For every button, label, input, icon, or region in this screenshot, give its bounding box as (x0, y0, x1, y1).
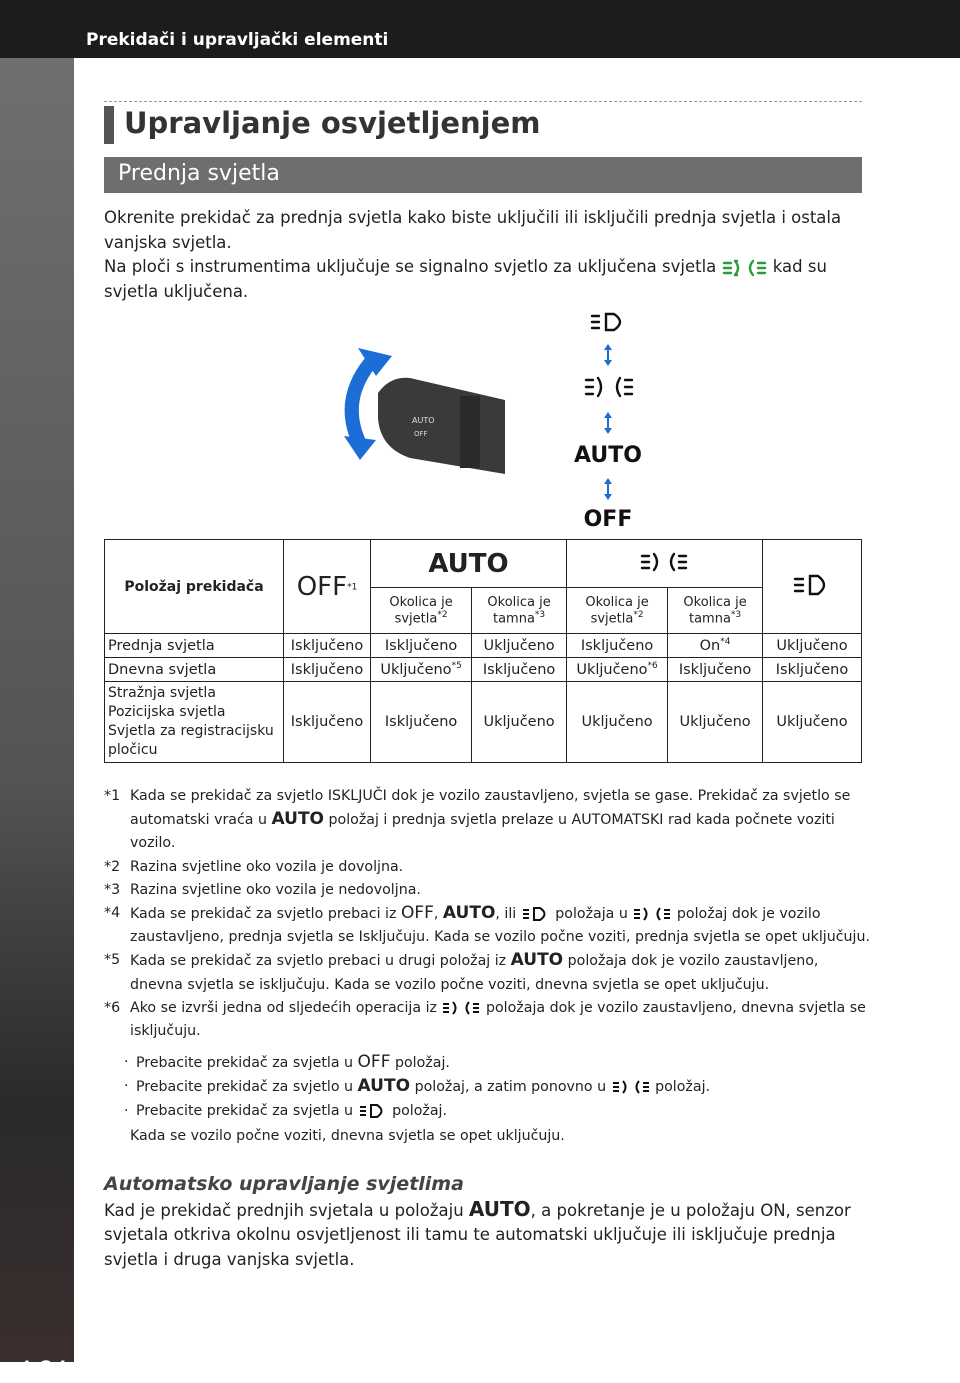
headlight-inline-icon (521, 905, 551, 923)
bullet-text: položaj, a zatim ponovno u (414, 1079, 607, 1096)
pos-dark-subheader (668, 588, 763, 634)
intro-text-2a: Na ploči s instrumentima uključuje se signalno svjetlo za uključena svjetla (104, 257, 717, 276)
closing-note: Kada se vozilo počne voziti, dnevna svjetla se opet uključuju. (130, 1127, 565, 1144)
bullet-text: položaj. (655, 1079, 711, 1096)
footnote-text: Kada se prekidač za svjetlo prebaci u drugi položaj iz (130, 953, 507, 970)
auto-dark-subheader (472, 588, 567, 634)
auto-light-text: Okolica je svjetla (389, 594, 453, 627)
auto-section (104, 1172, 864, 1272)
footnote-5 (104, 949, 874, 996)
table-cell: Isključeno (284, 658, 371, 682)
position-lights-icon (639, 550, 689, 574)
bullet-item (104, 1100, 874, 1123)
auto-dark-text: Okolica je tamna (487, 594, 551, 627)
position-lights-position-icon (586, 378, 632, 396)
position-lights-column-header (566, 540, 762, 588)
table-cell: Uključeno (566, 682, 667, 763)
auto-symbol: AUTO (428, 548, 509, 579)
heading-bar (104, 106, 114, 144)
lever-body (378, 378, 505, 474)
footnote-text: Razina svjetline oko vozila je nedovoljna. (130, 881, 421, 898)
auto-light-ref: *2 (437, 609, 448, 620)
pos-light-subheader (566, 588, 667, 634)
position-header: Položaj prekidača (105, 540, 284, 634)
cell-ref: *5 (451, 661, 462, 672)
footnote-text: položaja dok je vozilo zaustavljeno, dnevna svjetla se isključuju. (130, 999, 866, 1040)
position-lights-inline-icon (441, 999, 481, 1017)
footnote-text: , (433, 906, 439, 923)
footnote-text: položaja u (555, 906, 628, 923)
table-cell (668, 634, 763, 658)
footnote-text: položaj i prednja svjetla prelaze u AUTOMATSKI rad kada počnete voziti vozilo. (130, 812, 835, 852)
footnote-text: Kada se prekidač za svjetlo prebaci iz (130, 906, 397, 923)
footnote-number: *2 (104, 858, 121, 875)
table-cell: Uključeno (763, 634, 862, 658)
switch-position-table (104, 539, 862, 763)
table-cell: Uključeno (472, 634, 567, 658)
table-cell: Uključeno (472, 682, 567, 763)
off-column-header (284, 540, 371, 634)
intro-paragraph (104, 206, 864, 304)
auto-inline-icon: AUTO (468, 1196, 531, 1221)
pos-light-ref: *2 (633, 609, 644, 620)
row-label-line: Stražnja svjetla (108, 685, 216, 701)
lever-off-label: OFF (414, 430, 428, 438)
bullet-text: Prebacite prekidač za svjetla u (136, 1102, 354, 1119)
footnote-text: položaj dok je vozilo zaustavljeno, prednja svjetla se Isključuju. Kada se vozilo počne voziti, prednja svjetla se opet uključuju. (130, 906, 870, 946)
off-inline-icon: OFF (400, 903, 434, 924)
headlight-icon (792, 572, 832, 598)
page-number: 4-24 (18, 1358, 68, 1383)
auto-position-label: AUTO (574, 443, 642, 468)
table-cell: Isključeno (763, 658, 862, 682)
section-title: Upravljanje osvjetljenjem (124, 106, 541, 140)
auto-light-subheader (371, 588, 472, 634)
bullet-text: Prebacite prekidač za svjetla u (136, 1055, 354, 1072)
lever-ring (460, 396, 480, 468)
table-cell: Isključeno (472, 658, 567, 682)
table-cell: Isključeno (371, 634, 472, 658)
auto-section-text: Kad je prekidač prednjih svjetala u položaju (104, 1200, 464, 1220)
table-cell: Isključeno (566, 634, 667, 658)
off-position-label: OFF (583, 507, 633, 532)
position-lights-inline-icon (611, 1078, 651, 1096)
table-cell: Isključeno (668, 658, 763, 682)
bullet-item (104, 1051, 874, 1075)
footnote-3 (104, 879, 874, 902)
footnote-4 (104, 902, 874, 949)
cell-text: Uključeno (380, 661, 452, 678)
footnote-number: *6 (104, 999, 121, 1016)
footnote-text: Razina svjetline oko vozila je dovoljna. (130, 858, 404, 875)
footnote-text: , ili (495, 906, 517, 923)
lever-auto-label: AUTO (412, 416, 435, 425)
subsection-banner (104, 157, 862, 193)
headlight-column-header (763, 540, 862, 634)
table-cell: Uključeno (763, 682, 862, 763)
row-label: Dnevna svjetla (105, 658, 284, 682)
footnote-number: *1 (104, 788, 121, 804)
pos-dark-ref: *3 (730, 609, 742, 620)
auto-section-text: , a pokretanje je u položaju ON, senzor svjetala otkriva okolnu osvjetljenost ili tamu te automatski uključuje ili isključuje prednja svjetla i druga vanjska svjetla. (104, 1200, 851, 1269)
cell-text: On (699, 637, 721, 654)
table-cell (566, 658, 667, 682)
bullet-text: Prebacite prekidač za svjetlo u (136, 1079, 354, 1096)
position-lights-indicator-icon (722, 257, 768, 279)
pos-light-text: Okolica je svjetla (585, 594, 649, 627)
cell-text: Uključeno (576, 661, 648, 678)
bullet-text: položaj. (392, 1102, 447, 1119)
rotation-arrow-head-bottom (344, 436, 376, 460)
auto-section-title: Automatsko upravljanje svjetlima (104, 1173, 464, 1195)
cell-ref: *6 (647, 661, 658, 672)
row-label: Prednja svjetla (105, 634, 284, 658)
table-cell: Isključeno (284, 682, 371, 763)
off-symbol: OFF (296, 571, 348, 602)
table-cell (371, 658, 472, 682)
sidebar-photo-strip (0, 58, 74, 1383)
auto-inline-icon: AUTO (510, 950, 564, 971)
table-cell: Uključeno (668, 682, 763, 763)
headlight-position-icon (592, 314, 620, 330)
intro-text-2b: kad su svjetla uključena. (104, 257, 827, 301)
auto-inline-icon: AUTO (357, 1076, 411, 1097)
footnote-number: *3 (104, 881, 121, 898)
table-row (105, 658, 862, 682)
headlight-inline-icon (358, 1102, 388, 1120)
footnote-2 (104, 856, 874, 879)
bullet-text: položaj. (395, 1055, 450, 1072)
subsection-title: Prednja svjetla (118, 161, 280, 186)
footnote-number: *4 (104, 905, 121, 922)
top-bar (0, 0, 960, 58)
auto-inline-icon: AUTO (442, 903, 496, 924)
table-row (105, 682, 862, 763)
cell-ref: *4 (720, 637, 731, 648)
row-label-line: Pozicijska svjetla (108, 704, 226, 720)
off-inline-icon: OFF (357, 1052, 391, 1073)
auto-column-header (371, 540, 567, 588)
chapter-title: Prekidači i upravljački elementi (86, 30, 389, 50)
footnote-text: položaja dok je vozilo zaustavljeno, dnevna svjetla se isključuju. Kada se vozilo počne voziti, dnevna svjetla se opet uključuju. (130, 953, 819, 993)
row-label (105, 682, 284, 763)
rotation-arrow (352, 363, 370, 448)
pos-dark-text: Okolica je tamna (683, 594, 747, 627)
auto-dark-ref: *3 (534, 609, 546, 620)
auto-inline-icon: AUTO (271, 809, 324, 830)
footnote-number: *5 (104, 952, 121, 969)
footnotes (104, 785, 874, 1148)
position-lights-inline-icon (632, 905, 672, 923)
footnote-6 (104, 997, 874, 1043)
off-footnote-ref: *1 (347, 582, 358, 593)
table-row (105, 634, 862, 658)
intro-text-1: Okrenite prekidač za prednja svjetla kako biste uključili ili isključili prednja svjetla i ostala vanjska svjetla. (104, 208, 842, 252)
bullet-item (104, 1075, 874, 1099)
table-cell: Isključeno (371, 682, 472, 763)
footnote-1 (104, 785, 874, 856)
headlight-switch-diagram (330, 308, 660, 534)
row-label-line: Svjetla za registracijsku pločicu (108, 723, 274, 758)
section-divider (104, 101, 862, 102)
table-cell: Isključeno (284, 634, 371, 658)
footnote-text: Kada se prekidač za svjetlo ISKLJUČI dok je vozilo zaustavljeno, svjetla se gase. Prekidač za svjetlo se automatski vraća u (130, 788, 851, 829)
footnote-text: Ako se izvrši jedna od sljedećih operacija iz (130, 999, 437, 1016)
